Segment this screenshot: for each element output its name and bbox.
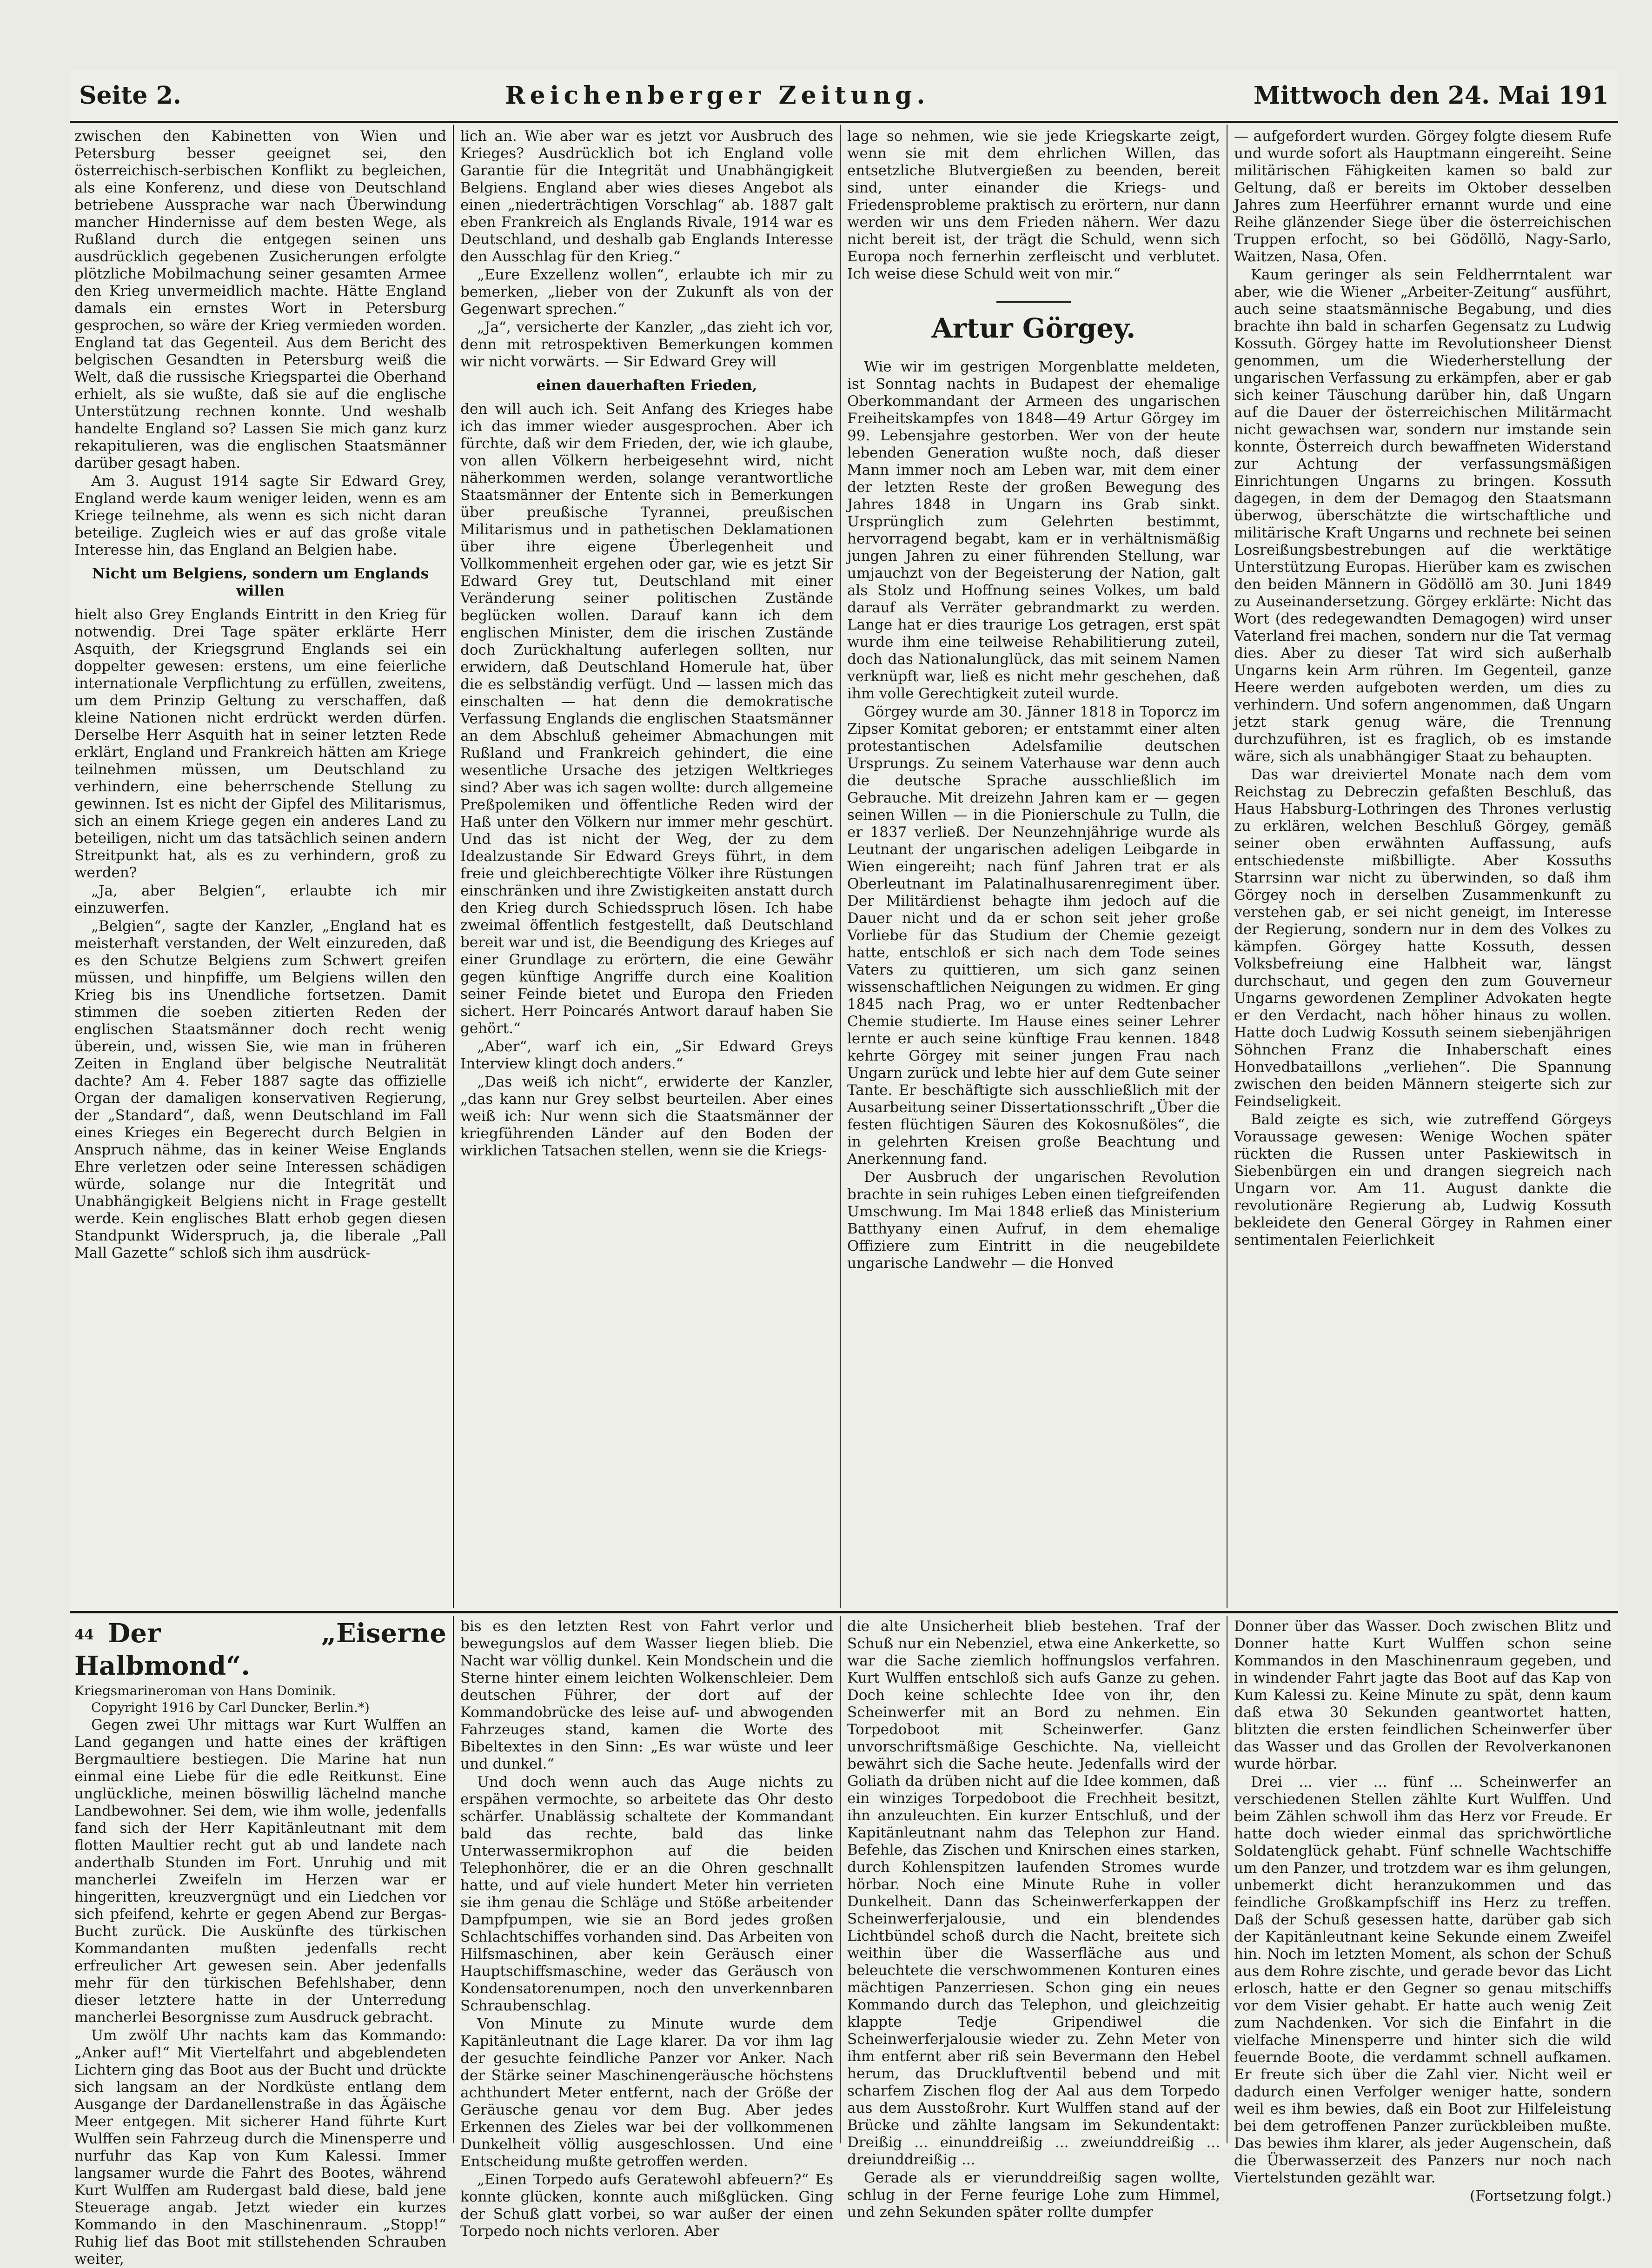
subheading: einen dauerhaften Frieden, bbox=[536, 377, 757, 394]
issue-date: Mittwoch den 24. Mai 191 bbox=[1254, 81, 1609, 110]
paragraph: bis es den letzten Rest von Fahrt verlor und bewegungslos auf dem Wasser liegen blieb. Die Nacht war völlig dunkel. Kein Mondschein und die Sterne hinter einem leichten Wolkenschleier. Dem deutschen Führer, der dort auf der Kommandobrücke des leise auf- und abwogenden Fahrzeuges stand, kamen die Worte des Bibeltextes in den Sinn: „Es war wüste und leer und dunkel.“ bbox=[460, 1618, 833, 1772]
paragraph: Bald zeigte es sich, wie zutreffend Görgeys Voraussage gewesen: Wenige Wochen später rückten die Russen unter Paskiewitsch in Siebenbürgen ein und drangen siegreich nach Ungarn vor. Am 11. August dankte die revolutionäre Regierung ab, Ludwig Kossuth bekleidete den General Görgey in Rahmen einer sentimentalen Feierlichkeit bbox=[1234, 1111, 1612, 1248]
section-divider bbox=[996, 301, 1071, 303]
paragraph: „Ja“, versicherte der Kanzler, „das zieht ich vor, denn mit retrospektiven Bemerkungen kommen wir nicht vorwärts. — Sir Edward Grey will bbox=[460, 319, 833, 370]
article-column-4 bbox=[1234, 128, 1612, 1604]
article-column-3 bbox=[847, 128, 1220, 1604]
serial-title: 44 Der „Eiserne Halbmond“. bbox=[74, 1618, 446, 1682]
paragraph: Das war dreiviertel Monate nach dem vom Reichstag zu Debreczin gefaßten Beschluß, das Haus Habsburg-Lothringen des Thrones verlustig zu erklären, welchen Beschluß Görgey, gemäß seiner oben erwähnten Auffassung, aufs entschiedenste mißbilligte. Aber Kossuths Starrsinn war nicht zu überwinden, so daß ihm Görgey noch in derselben Zusammenkunft zu verstehen gab, er sei nicht geneigt, im Interesse der Regierung, sondern nur in dem des Volkes zu kämpfen. Görgey hatte Kossuth, dessen Volksbefreiung eine Halbheit war, längst durchschaut, und gegen den zum Gouverneur Ungarns gewordenen Zempliner Advokaten hegte er den Verdacht, nach höher hinaus zu wollen. Hatte doch Ludwig Kossuth seinem siebenjährigen Söhnchen Franz die Inhaberschaft eines Honvedbataillons „verliehen“. Die Spannung zwischen den beiden Männern steigerte sich zur Feindseligkeit. bbox=[1234, 766, 1612, 1110]
paragraph: Gerade als er vierunddreißig sagen wollte, schlug in der Ferne feurige Lohe zum Himmel, und zehn Sekunden später rollte dumpfer bbox=[847, 2169, 1220, 2221]
paragraph: den will auch ich. Seit Anfang des Krieges habe ich das immer wieder ausgesprochen. Aber ich fürchte, daß wir dem Frieden, der, wie ich glaube, von allen Völkern herbeigesehnt wird, nicht näherkommen werden, solange verantwortliche Staatsmänner der Entente sich in Bemerkungen über preußische Tyrannei, preußischen Militarismus und in pathetischen Deklamationen über ihre eigene Überlegenheit und Vollkommenheit ergehen oder gar, wie es jetzt Sir Edward Grey tut, Deutschland mit einer Veränderung seiner politischen Zustände beglücken wollen. Darauf kann ich dem englischen Minister, dem die irischen Zustände doch Zurückhaltung auferlegen sollten, nur erwidern, daß Deutschland Homerule hat, über die es selbständig verfügt. Und — lassen mich das einschalten — hat denn die demokratische Verfassung Englands die englischen Staatsmänner an dem Abschluß geheimer Abmachungen mit Rußland und Frankreich gehindert, die eine wesentliche Ursache des jetzigen Weltkrieges sind? Aber was ich sagen wollte: durch allgemeine Preßpolemiken und öffentliche Reden wird der Haß unter den Völkern nur immer mehr geschürt. Und das ist nicht der Weg, der zu dem Idealzustande Sir Edward Greys führt, in dem freie und gleichberechtigte Völker ihre Rüstungen einschränken und ihre Zwistigkeiten anstatt durch den Krieg durch Schiedsspruch lösen. Ich habe zweimal öffentlich festgestellt, daß Deutschland bereit war und ist, die Beendigung des Krieges auf einer Grundlage zu erörtern, die eine Gewähr gegen künftige Angriffe durch eine Koalition seiner Feinde bietet und Europa den Frieden sichert. Herr Poincarés Antwort darauf haben Sie gehört.“ bbox=[460, 401, 833, 1037]
paragraph: Donner über das Wasser. Doch zwischen Blitz und Donner hatte Kurt Wulffen schon seine Kommandos in den Maschinenraum gegeben, und in windender Fahrt jagte das Boot auf das Kap von Kum Kalessi zu. Keine Minute zu spät, denn kaum daß etwa 30 Sekunden geantwortet hatten, blitzten die ersten feindlichen Scheinwerfer über das Wasser und das Grollen der Revolverkanonen wurde hörbar. bbox=[1234, 1618, 1612, 1772]
serial-column-3 bbox=[847, 1618, 1220, 2221]
paragraph: Drei ... vier ... fünf ... Scheinwerfer an verschiedenen Stellen zählte Kurt Wulffen. Und beim Zählen schwoll ihm das Herz vor Freude. Er hatte doch wieder einmal das sprichwörtliche Soldatenglück gehabt. Fünf schnelle Wachtschiffe um den Panzer, und trotzdem war es ihm gelungen, unbemerkt dicht heranzukommen und das feindliche Großkampfschiff ins Herz zu treffen. Daß der Schuß gesessen hatte, darüber gab sich der Kapitänleutnant keine Sekunde einem Zweifel hin. Noch im letzten Moment, als schon der Schuß aus dem Rohre zischte, und gerade bevor das Licht erlosch, hatte er den Gegner so genau mitschiffs vor dem Visier gehabt. Er hatte auch wenig Zeit zum Nachdenken. Vor sich die Einfahrt in die vielfache Minensperre und hinter sich die wild feuernde Boote, die verdammt schnell aufkamen. Er freute sich über die Zahl vier. Nicht weil er dadurch einen Verfolger weniger hatte, sondern weil es ihm bewies, daß ein Boot zur Hilfeleistung bei dem getroffenen Panzer zurückbleiben mußte. Das bewies ihm klarer, als jeder Augenschein, daß die Überwasserzeit des Panzers nur noch nach Viertelstunden gezählt war. bbox=[1234, 1774, 1612, 2186]
subheading: Nicht um Belgiens, sondern um Englands willen bbox=[92, 565, 429, 599]
paragraph: Um zwölf Uhr nachts kam das Kommando: „Anker auf!“ Mit Viertelfahrt und abgeblendeten Lichtern ging das Boot aus der Bucht und drückte sich langsam an der Nordküste entlang dem Ausgange der Dardanellenstraße in das Ägäische Meer entgegen. Mit sicherer Hand führte Kurt Wulffen sein Fahrzeug durch die Minensperre und nurfuhr das Kap von Kum Kalessi. Immer langsamer wurde die Fahrt des Bootes, während Kurt Wulffen am Rudergast bald diese, bald jene Steuerage angab. Jetzt wieder ein kurzes Kommando in den Maschinenraum. „Stopp!“ Ruhig lief das Boot mit stillstehenden Schrauben weiter, bbox=[74, 2027, 446, 2268]
paragraph: „Einen Torpedo aufs Geratewohl abfeuern?“ Es konnte glücken, konnte auch mißglücken. Ging der Schuß glatt vorbei, so war außer der einen Torpedo noch nichts verloren. Aber bbox=[460, 2171, 833, 2240]
page-header bbox=[70, 70, 1618, 121]
paragraph: „Ja, aber Belgien“, erlaubte ich mir einzuwerfen. bbox=[74, 882, 446, 916]
column-divider bbox=[840, 125, 841, 1608]
feuilleton-rule bbox=[70, 1611, 1618, 1613]
serial-subtitle: Kriegsmarineroman von Hans Dominik. bbox=[74, 1683, 336, 1699]
paragraph: — aufgefordert wurden. Görgey folgte diesem Rufe und wurde sofort als Hauptmann eingereiht. Seine militärischen Fähigkeiten kamen so bald zur Geltung, daß er bereits im Oktober desselben Jahres zum Heerführer ernannt wurde und eine Reihe glänzender Siege über die österreichischen Truppen erfocht, so bei Gödöllö, Nagy-Sarlo, Waitzen, Nasa, Ofen. bbox=[1234, 128, 1612, 265]
paragraph: Wie wir im gestrigen Morgenblatte meldeten, ist Sonntag nachts in Budapest der ehemalige Oberkommandant der Armeen des ungarischen Freiheitskampfes von 1848—49 Artur Görgey im 99. Lebensjahre gestorben. Wer von der heute lebenden Generation wußte noch, daß dieser Mann immer noch am Leben war, mit dem einer der letzten Reste der großen Bewegung des Jahres 1848 in Ungarn ins Grab sinkt. Ursprünglich zum Gelehrten bestimmt, hervorragend begabt, kam er in verhältnismäßig jungen Jahren zu einer führenden Stellung, war umjauchzt von der Begeisterung der Nation, galt als Stolz und Hoffnung seines Volkes, um bald darauf als Verräter gebrandmarkt zu werden. Lange hat er dies traurige Los getragen, erst spät wurde ihm eine teilweise Rehabilitierung zuteil, doch das Nationalunglück, das mit seinem Namen verknüpft war, ließ es nicht mehr geschehen, daß ihm volle Gerechtigkeit zuteil wurde. bbox=[847, 358, 1220, 702]
paragraph: „Belgien“, sagte der Kanzler, „England hat es meisterhaft verstanden, der Welt einzureden, daß es den Schutze Belgiens zum Schwert greifen müssen, und hinpfiffe, um Belgiens willen den Krieg bis ins Unendliche fortsetzen. Damit stimmen die soeben zitierten Reden der englischen Staatsmänner doch recht wenig überein, und, wissen Sie, wie man in früheren Zeiten in England über belgische Neutralität dachte? Am 4. Feber 1887 sagte das offizielle Organ der damaligen konservativen Regierung, der „Standard“, daß, wenn Deutschland im Fall eines Krieges ein Begerecht durch Belgien in Anspruch nähme, das in keiner Weise Englands Ehre verletzen oder seine Interessen schädigen würde, solange nur die Integrität und Unabhängigkeit Belgiens nicht in Frage gestellt werde. Kein englisches Blatt erhob gegen diesen Standpunkt Widerspruch, ja, die liberale „Pall Mall Gazette“ schloß sich ihm ausdrück- bbox=[74, 918, 446, 1261]
paragraph: Görgey wurde am 30. Jänner 1818 in Toporcz im Zipser Komitat geboren; er entstammt einer alten protestantischen Adelsfamilie deutschen Ursprungs. Zu seinem Vaterhause war denn auch die deutsche Sprache ausschließlich im Gebrauche. Mit dreizehn Jahren kam er — gegen seinen Willen — in die Pionierschule zu Tulln, die er 1837 verließ. Der Neunzehnjährige wurde als Leutnant der ungarischen adeligen Leibgarde in Wien eingereiht; nach fünf Jahren trat er als Oberleutnant im Palatinalhusarenregiment über. Der Militärdienst behagte ihm jedoch auf die Dauer nicht und da er schon seit jeher große Vorliebe für das Studium der Chemie gezeigt hatte, entschloß er sich nach dem Tode seines Vaters zu quittieren, um sich ganz seinen wissenschaftlichen Neigungen zu widmen. Er ging 1845 nach Prag, wo er unter Redtenbacher Chemie studierte. Im Hause eines seiner Lehrer lernte er auch seine künftige Frau kennen. 1848 kehrte Görgey mit seiner jungen Frau nach Ungarn zurück und lebte hier auf dem Gute seiner Tante. Er beschäftigte sich ausschließlich mit der Ausarbeitung seiner Dissertationsschrift „Über die festen flüchtigen Säuren des Kokosnußöles“, die in gelehrten Kreisen große Beachtung und Anerkennung fand. bbox=[847, 703, 1220, 1167]
header-rule bbox=[70, 121, 1618, 123]
paragraph: Und doch wenn auch das Auge nichts zu erspähen vermochte, so arbeitete das Ohr desto schärfer. Unablässig schaltete der Kommandant bald das rechte, bald das linke Unterwassermikrophon auf die beiden Telephonhörer, die er an die Ohren geschnallt hatte, und auf viele hundert Meter hin verrieten sie ihm genau die Schläge und Stöße arbeitender Dampfpumpen, wie sie an Bord jedes großen Schlachtschiffes vorhanden sind. Das Arbeiten von Hilfsmaschinen, aber kein Geräusch einer Hauptschiffsmaschine, weder das Geräusch von Kondensatorenumpen, noch den unverkennbaren Schraubenschlag. bbox=[460, 1774, 833, 2014]
paragraph: Kaum geringer als sein Feldherrntalent war aber, wie die Wiener „Arbeiter-Zeitung“ ausführt, auch seine staatsmännische Begabung, und dies brachte ihn bald in scharfen Gegensatz zu Ludwig Kossuth. Görgey hatte im Revolutionsheer Dienst genommen, um die Wiederherstellung der ungarischen Verfassung zu erkämpfen, aber er gab sich keiner Täuschung darüber hin, daß Ungarn auf die Dauer der österreichischen Militärmacht nicht gewachsen war, sondern nur imstande sein konnte, Österreich durch bewaffneten Widerstand zur Achtung der verfassungsmäßigen Einrichtungen Ungarns zu bringen. Kossuth dagegen, in dem der Demagog den Staatsmann überwog, überschätzte die wirtschaftliche und militärische Kraft Ungarns und rechnete bei seinen Losreißungsbestrebungen auf die werktätige Unterstützung Europas. Hierüber kam es zwischen den beiden Männern in Gödöllö am 30. Juni 1849 zu Auseinandersetzung. Görgey erklärte: Nicht das Wort (des redegewandten Demagogen) wird unser Vaterland frei machen, sondern nur die Tat vermag dies. Aber zu dieser Tat wird sich außerhalb Ungarns kein Arm rühren. Im Gegenteil, ganze Heere werden aufgeboten werden, um dies zu verhindern. Und sofern angenommen, daß Ungarn jetzt stark genug wäre, die Trennung durchzuführen, ist es fraglich, ob es imstande wäre, sich als unabhängiger Staat zu behaupten. bbox=[1234, 266, 1612, 765]
newspaper-page bbox=[70, 70, 1618, 2268]
paragraph: Der Ausbruch der ungarischen Revolution brachte in sein ruhiges Leben einen tiefgreifenden Umschwung. Im Mai 1848 erließ das Ministerium Batthyany einen Aufruf, in dem ehemalige Offiziere zum Eintritt in die neugebildete ungarische Landwehr — die Honved bbox=[847, 1169, 1220, 1272]
page-number: Seite 2. bbox=[79, 81, 181, 110]
paragraph: Am 3. August 1914 sagte Sir Edward Grey, England werde kaum weniger leiden, wenn es am Kriege teilnehme, als wenn es sich nicht daran beteilige. Zugleich wies er auf das große vitale Interesse hin, das England an Belgien habe. bbox=[74, 473, 446, 558]
serial-number: 44 bbox=[74, 1627, 94, 1644]
paragraph: „Das weiß ich nicht“, erwiderte der Kanzler, „das kann nur Grey selbst beurteilen. Aber eines weiß ich: Nur wenn sich die Staatsmänner der kriegführenden Länder auf den Boden der wirklichen Tatsachen stellen, wenn sie die Kriegs- bbox=[460, 1074, 833, 1159]
paragraph: Von Minute zu Minute wurde dem Kapitänleutnant die Lage klarer. Da vor ihm lag der gesuchte feindliche Panzer vor Anker. Nach der Stärke seiner Maschinengeräusche höchstens achthundert Meter entfernt, nach der Größe der Geräusche genau vor dem Bug. Aber jedes Erkennen des Zieles war bei der vollkommenen Dunkelheit völlig ausgeschlossen. Und eine Entscheidung mußte getroffen werden. bbox=[460, 2016, 833, 2170]
article-column-2 bbox=[460, 128, 833, 1604]
paragraph: zwischen den Kabinetten von Wien und Petersburg besser geeignet sei, den österreichisch-serbischen Konflikt zu begleichen, als eine Konferenz, und diese von Deutschland betriebene Aussprache war nach Überwindung mancher Hindernisse auf dem besten Wege, als Rußland durch die entgegen seinen uns ausdrücklich gegebenen Zusicherungen erfolgte plötzliche Mobilmachung seiner gesamten Armee den Krieg unvermeidlich machte. Hätte England damals ein ernstes Wort in Petersburg gesprochen, so wäre der Krieg vermieden worden. England tat das Gegenteil. Aus dem Bericht des belgischen Gesandten in Petersburg weiß die Welt, daß die russische Kriegspartei die Oberhand erhielt, als sie wußte, daß sie auf die englische Unterstützung rechnen konnte. Und weshalb handelte England so? Lassen Sie mich ganz kurz rekapitulieren, was die englischen Staatsmänner darüber gesagt haben. bbox=[74, 128, 446, 471]
serial-column-4 bbox=[1234, 1618, 1612, 2204]
article-column-1 bbox=[74, 128, 446, 1604]
column-divider bbox=[453, 125, 454, 1608]
paragraph: lich an. Wie aber war es jetzt vor Ausbruch des Krieges? Ausdrücklich bot ich England volle Garantie für die Integrität und Unabhängigkeit Belgiens. England aber wies dieses Angebot als einen „niederträchtigen Vorschlag“ ab. 1887 galt eben Frankreich als Englands Rivale, 1914 war es Deutschland, und deshalb gab Englands Interesse den Ausschlag für den Krieg.“ bbox=[460, 128, 833, 265]
column-divider bbox=[453, 1616, 454, 2143]
column-divider bbox=[840, 1616, 841, 2143]
paragraph: die alte Unsicherheit blieb bestehen. Traf der Schuß nur ein Nebenziel, etwa eine Ankerkette, so war die Sache ziemlich hoffnungslos verfahren. Kurt Wulffen entschloß sich aufs Ganze zu gehen. Doch keine schlechte Idee von ihr, den Scheinwerfer mit an Bord zu nehmen. Ein Torpedoboot mit Scheinwerfer. Ganz unvorschriftsmäßige Geschichte. Na, vielleicht bewährt sich die Sache heute. Jedenfalls wird der Goliath da drüben nicht auf die Idee kommen, daß ein winziges Torpedoboot die Frechheit besitzt, ihn anzuleuchten. Ein kurzer Entschluß, und der Kapitänleutnant nahm das Telephon zur Hand. Befehle, das Zischen und Knirschen eines starken, durch Kohlenspitzen laufenden Stromes wurde hörbar. Noch eine Minute Ruhe in voller Dunkelheit. Dann das Scheinwerferkappen der Scheinwerferjalousie, und ein blendendes Lichtbündel schoß durch die Nacht, breitete sich weithin über die Wasserfläche aus und beleuchtete die verschwommenen Konturen eines mächtigen Panzerriesen. Schon ging ein neues Kommando durch das Telephon, und gleichzeitig klappte Tedje Gripendiwel die Scheinwerferjalousie wieder zu. Zehn Meter von ihm entfernt aber riß sein Bevermann den Hebel herum, das Druckluftventil bebend und mit scharfem Zischen flog der Aal aus dem Torpedo aus dem Ausstoßrohr. Kurt Wulffen stand auf der Brücke und zählte langsam im Sekundentakt: Dreißig ... einunddreißig ... zweiunddreißig ... dreiunddreißig ... bbox=[847, 1618, 1220, 2168]
paragraph: hielt also Grey Englands Eintritt in den Krieg für notwendig. Drei Tage später erklärte Herr Asquith, der Kriegsgrund Englands sei ein doppelter gewesen: erstens, um eine feierliche internationale Verpflichtung zu erfüllen, zweitens, um dem Prinzip Geltung zu verschaffen, daß kleine Nationen nicht erdrückt werden dürfen. Derselbe Herr Asquith hat in seiner letzten Rede erklärt, England und Frankreich hätten am Kriege teilnehmen müssen, um Deutschland zu verhindern, eine beherrschende Stellung zu gewinnen. Ist es nicht der Gipfel des Militarismus, sich an einem Kriege gegen ein anderes Land zu beteiligen, nicht um das tatsächlich seinen andern Streitpunkt hat, als es zu verhindern, groß zu werden? bbox=[74, 606, 446, 881]
paragraph: „Eure Exzellenz wollen“, erlaubte ich mir zu bemerken, „lieber von der Zukunft als von der Gegenwart sprechen.“ bbox=[460, 266, 833, 318]
continuation-note: (Fortsetzung folgt.) bbox=[1470, 2188, 1612, 2204]
paragraph: Gegen zwei Uhr mittags war Kurt Wulffen an Land gegangen und hatte eines der kräftigen Bergmaultiere bestiegen. Die Marine hat nun einmal eine Liebe für die edle Reitkunst. Eine unglückliche, meinen böswillig lächelnd manche Landbewohner. Sei dem, wie ihm wolle, jedenfalls fand sich der Herr Kapitänleutnant mit dem flotten Maultier recht gut ab und landete nach anderthalb Stunden im Fort. Unruhig und mit mancherlei Zweifeln im Herzen war er hingeritten, kreuzvergnügt und ein Liedchen vor sich pfeifend, kehrte er gegen Abend zur Bergas-Bucht zurück. Die Auskünfte des türkischen Kommandanten mußten jedenfalls recht erfreulicher Art gewesen sein. Aber jedenfalls mehr für den türkischen Befehlshaber, denn dieser letztere hatte in der Unterredung mancherlei Besorgnisse zum Ausdruck gebracht. bbox=[74, 1717, 446, 2026]
serial-column-2 bbox=[460, 1618, 833, 2240]
newspaper-name: Reichenberger Zeitung. bbox=[505, 81, 930, 110]
serial-column-1 bbox=[74, 1618, 446, 2268]
serial-copyright: Copyright 1916 by Carl Duncker, Berlin.*) bbox=[91, 1700, 370, 1716]
paragraph: lage so nehmen, wie sie jede Kriegskarte zeigt, wenn sie mit dem ehrlichen Willen, das entsetzliche Blutvergießen zu beenden, bereit sind, unter einander die Kriegs- und Friedensprobleme praktisch zu erörtern, nur dann werden wir uns dem Frieden nähern. Wer dazu nicht bereit ist, der trägt die Schuld, wenn sich Europa noch fernerhin zerfleischt und verblutet. Ich weise diese Schuld weit von mir.“ bbox=[847, 128, 1220, 282]
article-headline: Artur Görgey. bbox=[931, 312, 1136, 344]
paragraph: „Aber“, warf ich ein, „Sir Edward Greys Interview klingt doch anders.“ bbox=[460, 1038, 833, 1072]
